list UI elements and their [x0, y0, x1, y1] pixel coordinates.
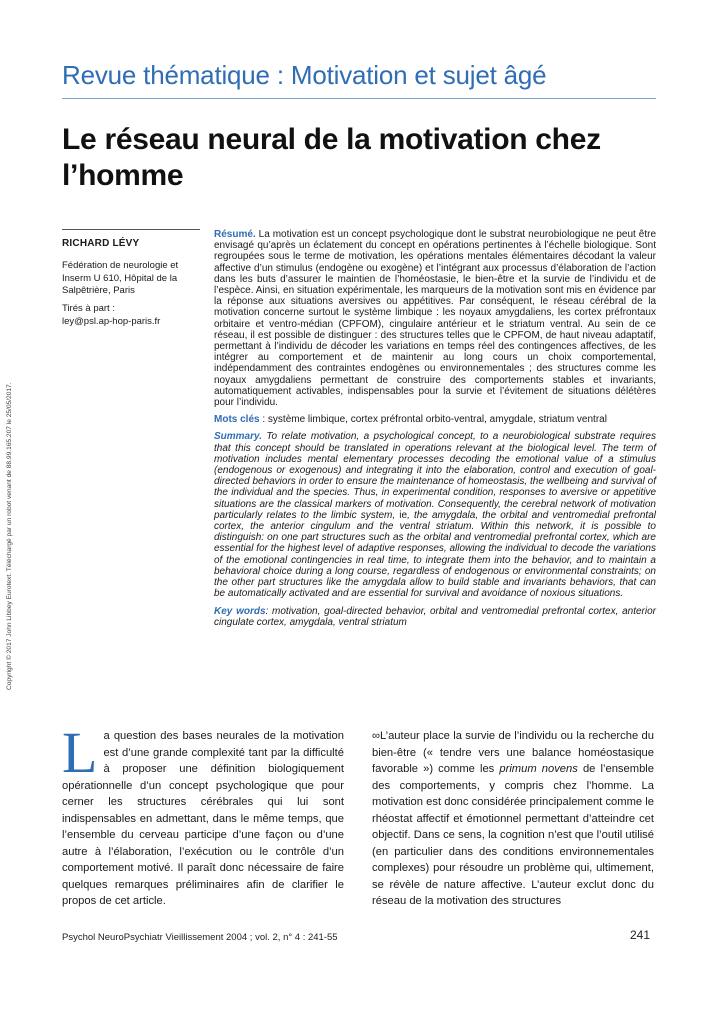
- author-name: RICHARD LÉVY: [62, 238, 140, 249]
- keywords-fr-label: Mots clés: [214, 414, 260, 426]
- page-number: 241: [630, 928, 651, 942]
- abstract-en-text-a: To relate motivation, a psychological concept, to a neurobiological substrate requires that this concept should be translated in operations relevant at the biological level. The term of motivation includes mental elementary processes decoding the emotional value of a stimulus (endogenous or exogenous) and integrating it into the elaboration, control and execution of goal-directed behaviors in order to ensure the maintenance of homeostasis, the wellbeing and survival of the individual and the species. Thus, in experimental condition, responses to aversive or appetitive situations are the classical markers of motivation. Consequently, the cerebral network of motivation particularly relates to the limbic system,: [214, 431, 656, 521]
- abstract-fr-text: La motivation est un concept psychologique dont le substrat neurobiologique ne peut être envisagé qu’après un éclatement du concept en opérations pertinentes à l’échelle biologique. Sont regroupées sous le terme de motivation, les opérations mentales élémentaires décodant la valeur affective d’un stimulus (endogène ou exogène) et l’intégrant aux processus d’élaboration de l’action dans les buts d’assurer le maintien de l’homéostasie, le bien-être et la survie de l’individu et de l’espèce. Ainsi, en situation expérimentale, les marqueurs de la motivation sont mis en évidence par la réponse aux situations aversives ou appétitives. Par conséquent, le réseau cérébral de la motivation concerne surtout le système limbique : les noyaux amygdaliens, les cortex préfrontaux orbitaire et ventro-médian (CPFOM), cingulaire antérieur et le striatum ventral. Au sein de ce réseau, il est possible de distinguer : des structures telles que le CPFOM, de haut niveau adaptatif, permettant à l’individu de décoder les variations en temps réel des contingences affectives, de les intégrer au comportement et de maintenir au long cours un choix comportemental, indépendamment des contraintes endogènes ou environnementales ; des structures comme les noyaux amygdaliens permettant de construire des comportements stables et invariants, automatiquement activables, indispensables pour la survie et l’évitement de situations délétères pour l’individu.: [214, 229, 656, 409]
- abstract-en-label: Summary.: [214, 431, 262, 443]
- keywords-fr: [214, 414, 656, 425]
- abstract-block: [214, 229, 656, 634]
- author-divider: [62, 229, 200, 230]
- body-col2-text-a: ∞L’auteur place la survie de l’individu ou la recherche du bien-être (« tendre vers une balance homéostasique favorable ») comme les: [372, 730, 654, 775]
- keywords-fr-text: : système limbique, cortex préfrontal orbito-ventral, amygdale, striatum ventral: [259, 414, 607, 426]
- article-title: Le réseau neural de la motivation chez l’homme: [62, 123, 601, 192]
- reprint-requests: Tirés à part : ley@psl.ap-hop-paris.fr: [62, 303, 161, 327]
- abstract-en: [214, 431, 656, 599]
- body-column-1: [62, 720, 344, 910]
- keywords-en-text: : motivation, goal-directed behavior, orbital and ventromedial prefrontal cortex, anterior cingulate cortex, amygdala, ventral striatum: [214, 605, 656, 628]
- author-affiliation: Fédération de neurologie et Inserm U 610, Hôpital de la Salpêtrière, Paris: [62, 260, 179, 296]
- body-col2-italic: primum novens: [499, 763, 578, 775]
- drop-cap: L: [62, 720, 98, 785]
- body-col2-text-b: de l’ensemble des comportements, y compris chez l’homme. La motivation est donc considérée principalement comme le rhéostat affectif et émotionnel permettant d’atteindre cet objectif. Dans ce sens, la cognition n’est que l’outil utilisé (en particulier dans des conditions environnementales complexes) pour résoudre un problème qui, ultimement, se révèle de nature affective. L’auteur exclut donc du réseau de la motivation des structures: [372, 763, 654, 907]
- header-divider: [62, 98, 656, 99]
- abstract-fr: [214, 229, 656, 408]
- body-col1-text: a question des bases neurales de la motivation est d’une grande complexité tant par la difficulté à proposer une définition biologiquement opérationnelle d’un concept psychologique que pour cerner les structures cérébrales qui lui sont indispensables en admettant, dans le même temps, que l’ensemble du cerveau participe d’une façon ou d’une autre à l’élaboration, l’exécution ou le contrôle d’un comportement motivé. Il paraît donc nécessaire de faire quelques remarques préliminaires afin de clarifier le propos de cet article.: [62, 730, 344, 907]
- section-rubric: Revue thématique : Motivation et sujet âgé: [62, 60, 547, 90]
- keywords-en-label: Key words: [214, 605, 266, 617]
- copyright-notice: Copyright © 2017 John Libbey Eurotext. Téléchargé par un robot venant de 88.99.165.207 le 25/05/2017.: [6, 382, 13, 690]
- abstract-fr-label: Résumé.: [214, 229, 256, 240]
- abstract-en-ie: ie: [395, 509, 408, 521]
- journal-citation: Psychol NeuroPsychiatr Vieillissement 2004 ; vol. 2, n° 4 : 241-55: [62, 932, 338, 943]
- keywords-en: [214, 606, 656, 628]
- abstract-en-text-b: , the amygdala, the orbital and ventromedial prefrontal cortex, the anterior cingulum and the ventral striatum. Within this network, it is possible to distinguish: on one part structures such as the orbital and ventromedial prefrontal cortex, which are essential for the highest level of adaptive responses, allowing the individual to decode the variations of the emotional contingencies in real time, to integrate them into the behavior, and to maintain a behavioral choice during a long course, regardless of endogenous or environmental constraints; on the other part structures like the amygdala allow to build stable and invariants behaviors, that can be automatically activated and are essential for survival and avoidance of noxious situations.: [214, 509, 656, 600]
- body-column-2: [372, 728, 654, 910]
